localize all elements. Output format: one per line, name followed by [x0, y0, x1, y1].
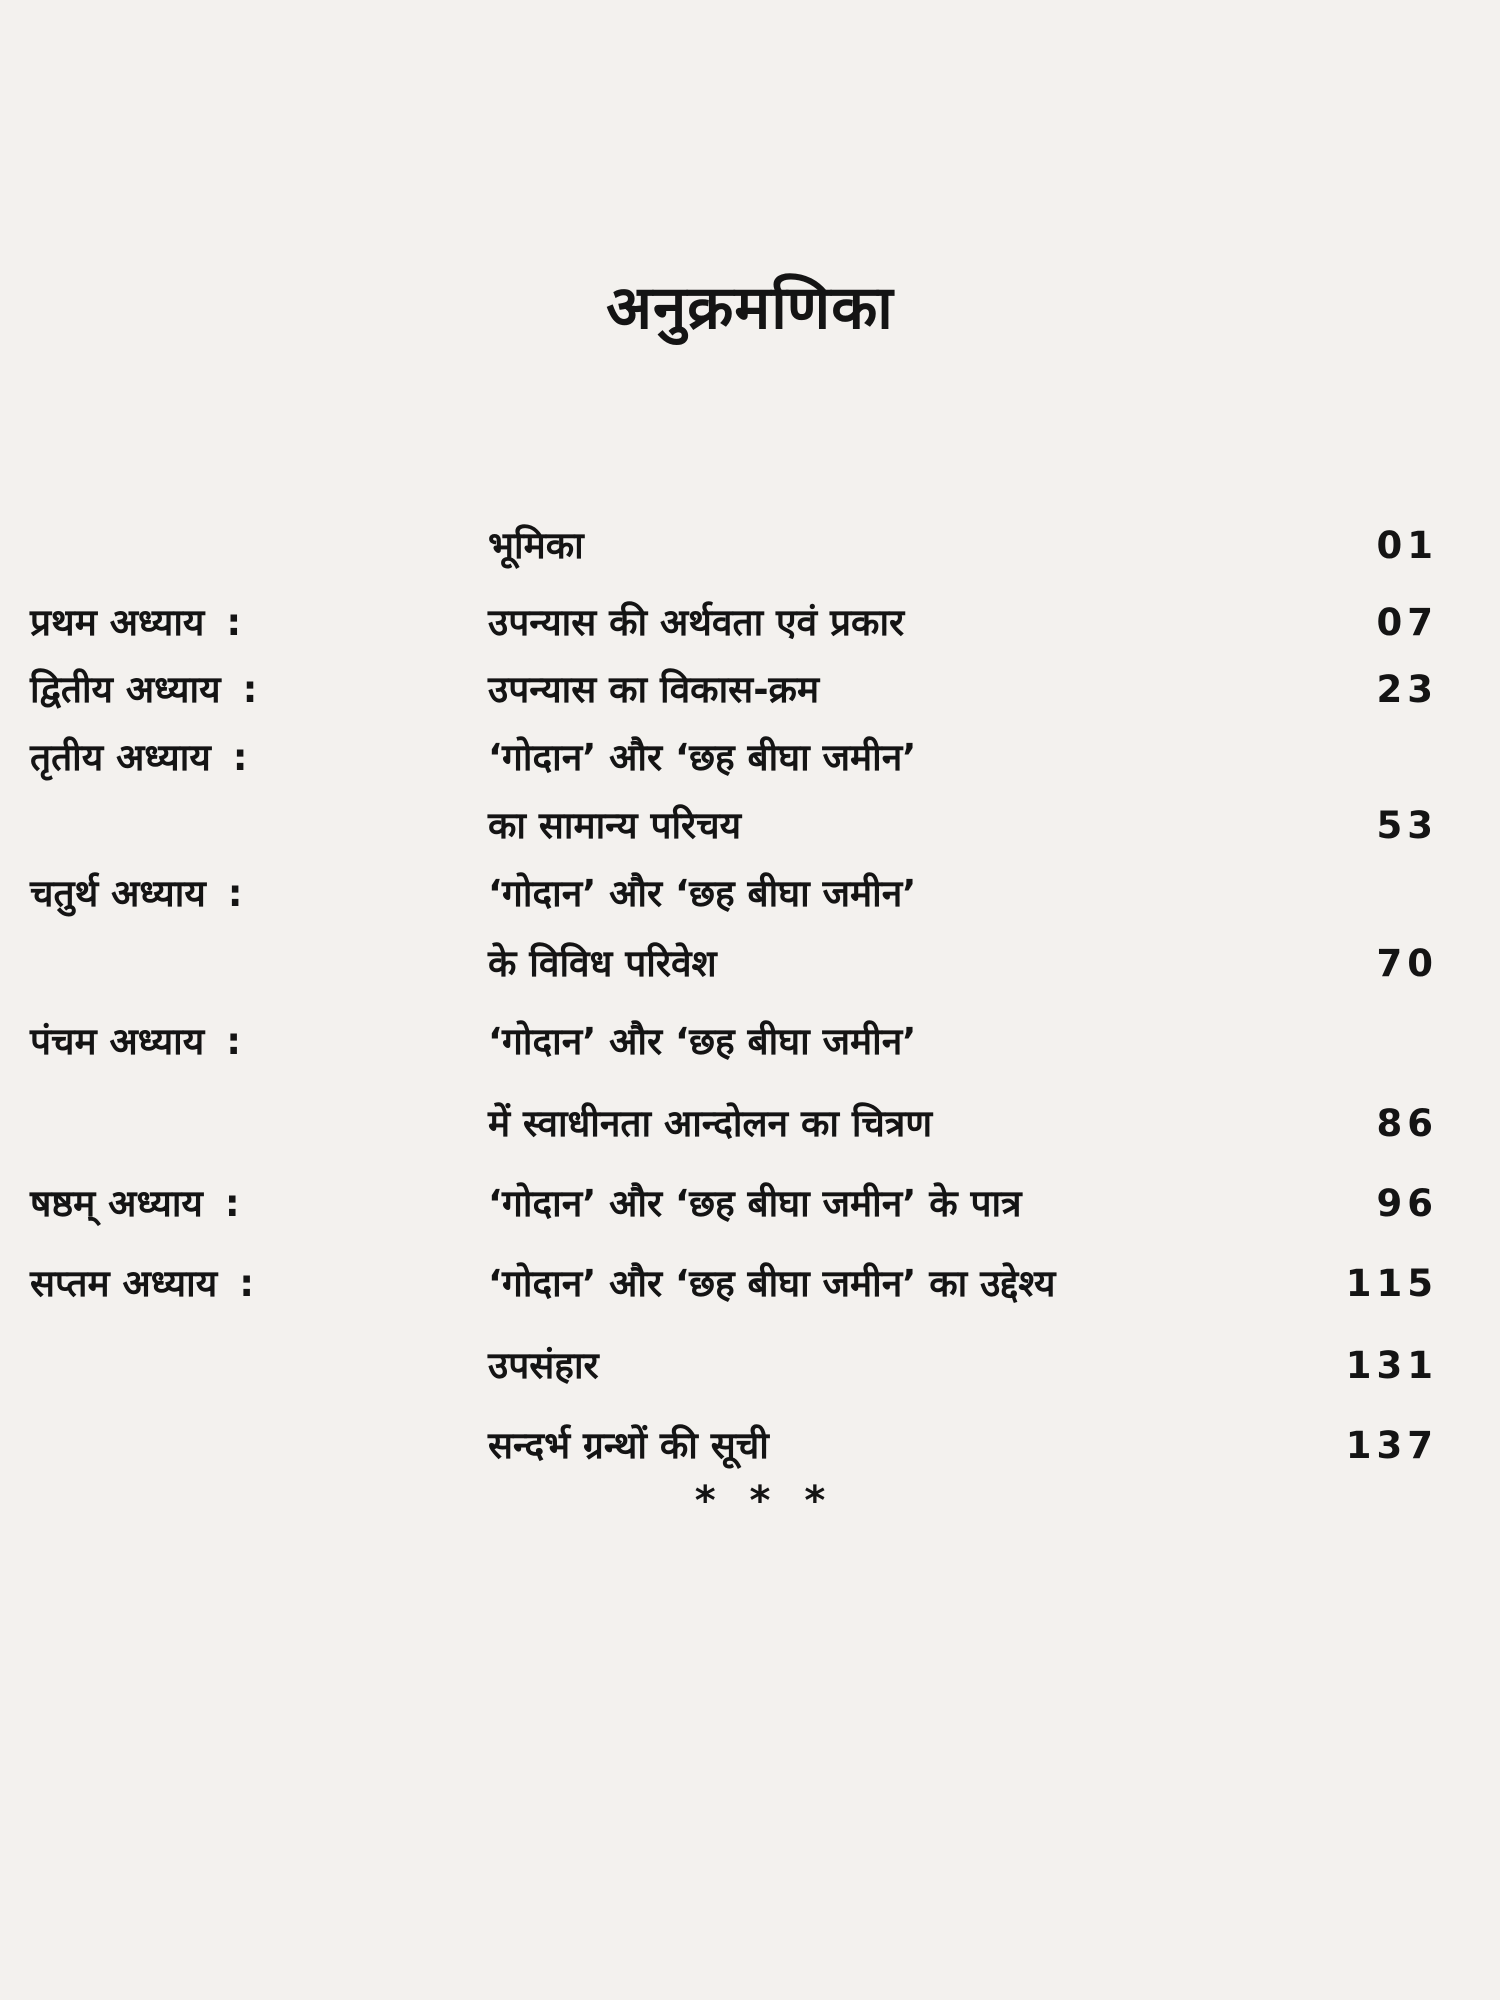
toc-entry-title-continued: के विविध परिवेश: [488, 942, 717, 985]
toc-line: [0, 662, 1500, 718]
toc-line: [0, 730, 1500, 786]
chapter-label: तृतीय अध्याय :: [30, 736, 248, 779]
toc-entry-title: ‘गोदान’ और ‘छह बीघा जमीन’: [488, 736, 917, 779]
toc-line: [0, 866, 1500, 922]
toc-page-number: 70: [1376, 942, 1438, 985]
page-title: अनुक्रमणिका: [606, 273, 894, 343]
toc-entry-title: भूमिका: [488, 524, 584, 567]
chapter-label: द्वितीय अध्याय :: [30, 668, 258, 711]
toc-entry-title: उपन्यास की अर्थवता एवं प्रकार: [488, 601, 905, 644]
end-ornament: * * *: [694, 1478, 836, 1524]
toc-line: [0, 1418, 1500, 1474]
chapter-label: सप्तम अध्याय :: [30, 1262, 254, 1305]
chapter-label: पंचम अध्याय :: [30, 1020, 241, 1063]
toc-entry-title: सन्दर्भ ग्रन्थों की सूची: [488, 1424, 769, 1467]
toc-page-number: 131: [1345, 1344, 1438, 1387]
toc-page-number: 115: [1345, 1262, 1438, 1305]
toc-line: [0, 1176, 1500, 1232]
toc-page-number: 23: [1376, 668, 1438, 711]
toc-page-number: 01: [1376, 524, 1438, 567]
toc-line: [0, 798, 1500, 854]
toc-line: [0, 1096, 1500, 1152]
toc-entry-title: उपन्यास का विकास-क्रम: [488, 668, 820, 711]
toc-line: [0, 1256, 1500, 1312]
toc-entry-title-continued: का सामान्य परिचय: [488, 804, 742, 847]
toc-line: [0, 936, 1500, 992]
toc-line: [0, 1338, 1500, 1394]
chapter-label: चतुर्थ अध्याय :: [30, 872, 243, 915]
toc-entry-title: ‘गोदान’ और ‘छह बीघा जमीन’ के पात्र: [488, 1182, 1022, 1225]
toc-entry-title: ‘गोदान’ और ‘छह बीघा जमीन’ का उद्देश्य: [488, 1262, 1056, 1305]
toc-line: [0, 595, 1500, 651]
toc-entry-title: उपसंहार: [488, 1344, 599, 1387]
toc-line: [0, 518, 1500, 574]
toc-page-number: 53: [1376, 804, 1438, 847]
chapter-label: षष्ठम् अध्याय :: [30, 1182, 240, 1225]
toc-page-number: 86: [1376, 1102, 1438, 1145]
toc-page-number: 07: [1376, 601, 1438, 644]
toc-entry-title: ‘गोदान’ और ‘छह बीघा जमीन’: [488, 872, 917, 915]
toc-entry-title-continued: में स्वाधीनता आन्दोलन का चित्रण: [488, 1102, 933, 1145]
chapter-label: प्रथम अध्याय :: [30, 601, 242, 644]
toc-line: [0, 1014, 1500, 1070]
toc-entry-title: ‘गोदान’ और ‘छह बीघा जमीन’: [488, 1020, 917, 1063]
toc-page-number: 137: [1345, 1424, 1438, 1467]
toc-page-number: 96: [1376, 1182, 1438, 1225]
